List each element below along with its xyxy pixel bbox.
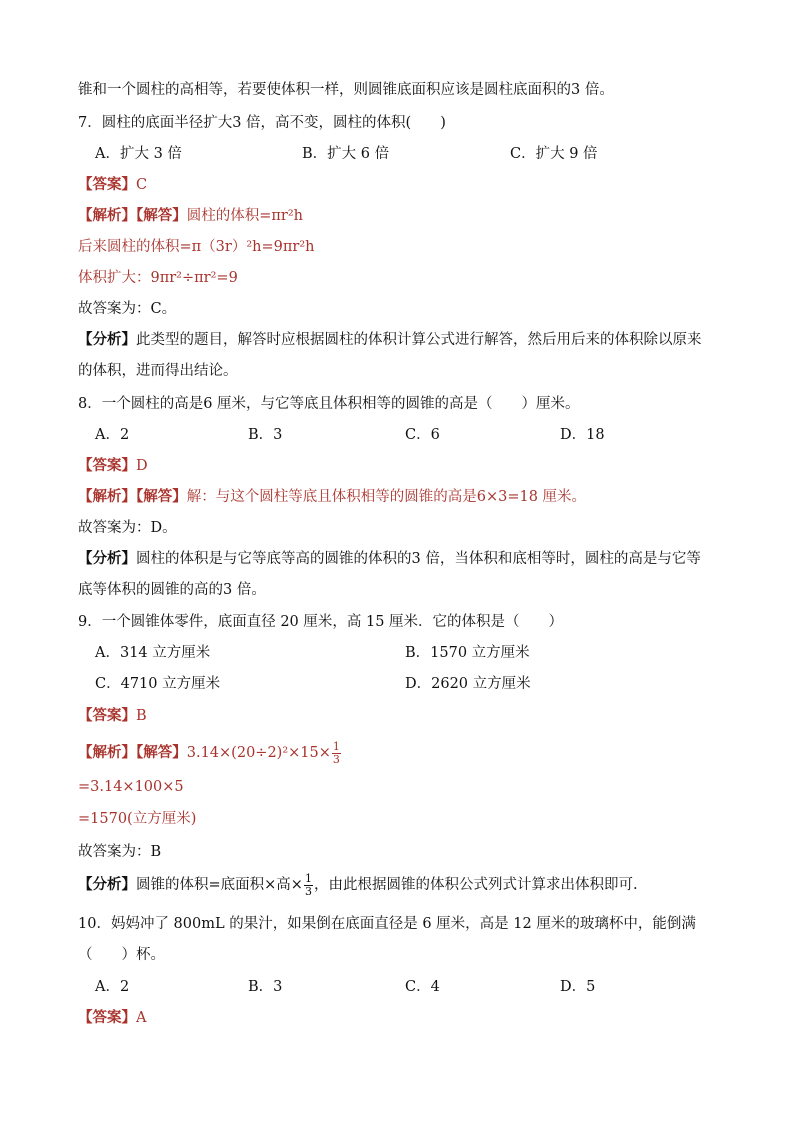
fenxi-tag: 【分析】 (78, 550, 136, 567)
q9-step3: =1570(立方厘米) (78, 811, 197, 827)
q8-analysis-post: 厘米。 (537, 489, 587, 505)
q7-stem: 7．圆柱的底面半径扩大3 倍，高不变，圆柱的体积( ) (78, 115, 446, 131)
q8-answer: D (136, 458, 148, 474)
q7-analysis-line1 (78, 206, 303, 226)
q9-option-b: B．1570 立方厘米 (405, 645, 530, 661)
q7-analysis-2: 后来圆柱的体积=π（3r）²h=9πr²h (78, 239, 315, 255)
q10-stem-line1: 10．妈妈冲了 800mL 的果汁，如果倒在底面直径是 6 厘米，高是 12 厘米的玻璃杯中，能倒满 (78, 916, 696, 932)
q9-option-c: C．4710 立方厘米 (95, 676, 221, 692)
fenxi-tag: 【分析】 (78, 876, 136, 893)
q8-option-a: A．2 (95, 427, 130, 443)
answer-tag: 【答案】 (78, 457, 136, 474)
q8-analysis-pre: 解：与这个圆柱等底且体积相等的圆锥的高是 (186, 489, 477, 505)
fenxi-tag: 【分析】 (78, 331, 136, 348)
answer-tag: 【答案】 (78, 1009, 136, 1026)
q8-conclusion: 故答案为：D。 (78, 520, 177, 536)
q7-option-a: A．扩大 3 倍 (95, 146, 182, 162)
analysis-tag: 【解析】【解答】 (78, 744, 187, 761)
q8-option-c: C．6 (405, 427, 440, 443)
q9-option-d: D．2620 立方厘米 (405, 676, 531, 692)
fraction-numerator: 1 (332, 739, 340, 753)
q7-option-b: B．扩大 6 倍 (302, 146, 390, 162)
q10-option-d: D．5 (560, 979, 596, 995)
answer-tag: 【答案】 (78, 176, 136, 193)
q7-fenxi-line1 (78, 330, 702, 350)
analysis-tag: 【解析】【解答】 (78, 488, 187, 505)
fraction-denominator: 3 (332, 752, 340, 766)
fraction-denominator: 3 (304, 884, 312, 898)
q9-fenxi-line (78, 872, 638, 898)
q9-step2: =3.14×100×5 (78, 779, 184, 795)
q7-analysis-3: 体积扩大：9πr²÷πr²=9 (78, 270, 238, 286)
q8-stem: 8．一个圆柱的高是6 厘米，与它等底且体积相等的圆锥的高是（ ）厘米。 (78, 396, 580, 412)
q8-option-d: D．18 (560, 427, 605, 443)
answer-tag: 【答案】 (78, 707, 136, 724)
q9-analysis-expr: 3.14×(20÷2)²×15× (186, 745, 331, 761)
q9-answer: B (136, 708, 147, 724)
analysis-tag: 【解析】【解答】 (78, 207, 187, 224)
q10-answer: A (136, 1010, 147, 1026)
q10-option-c: C．4 (405, 979, 440, 995)
q9-conclusion: 故答案为：B (78, 844, 162, 860)
q7-fenxi-2: 的体积，进而得出结论。 (78, 363, 238, 379)
q7-answer-line (78, 175, 147, 195)
fraction-one-third (304, 873, 313, 898)
q9-answer-line (78, 706, 147, 726)
q10-option-b: B．3 (248, 979, 283, 995)
fraction-one-third (332, 741, 341, 766)
q8-fenxi-2: 底等体积的圆锥的高的3 倍。 (78, 582, 266, 598)
q9-fenxi-pre: 圆锥的体积=底面积×高× (136, 877, 303, 893)
q8-analysis-expr: 6×3=18 (476, 489, 538, 505)
q9-analysis-line (78, 740, 342, 766)
q7-analysis-1: 圆柱的体积=πr²h (186, 208, 304, 224)
q9-option-a: A．314 立方厘米 (95, 645, 211, 661)
q10-stem-line2: （ ）杯。 (78, 947, 165, 963)
q8-fenxi-line1 (78, 549, 701, 569)
q9-fenxi-post: ，由此根据圆锥的体积公式列式计算求出体积即可. (313, 877, 638, 893)
q6-tail-text: 锥和一个圆柱的高相等，若要使体积一样，则圆锥底面积应该是圆柱底面积的3 倍。 (78, 82, 614, 98)
q8-option-b: B．3 (248, 427, 283, 443)
q8-answer-line (78, 456, 148, 476)
q7-fenxi-1: 此类型的题目，解答时应根据圆柱的体积计算公式进行解答，然后用后来的体积除以原来 (136, 332, 702, 348)
q7-option-c: C．扩大 9 倍 (510, 146, 598, 162)
q10-answer-line (78, 1008, 146, 1028)
fraction-numerator: 1 (304, 871, 312, 885)
q8-analysis-line (78, 487, 586, 507)
q10-option-a: A．2 (95, 979, 130, 995)
q7-conclusion: 故答案为：C。 (78, 301, 177, 317)
q8-fenxi-1: 圆柱的体积是与它等底等高的圆锥的体积的3 倍，当体积和底相等时，圆柱的高是与它等 (136, 551, 701, 567)
q7-answer: C (136, 177, 148, 193)
q9-stem: 9．一个圆锥体零件，底面直径 20 厘米，高 15 厘米．它的体积是（ ） (78, 614, 564, 630)
